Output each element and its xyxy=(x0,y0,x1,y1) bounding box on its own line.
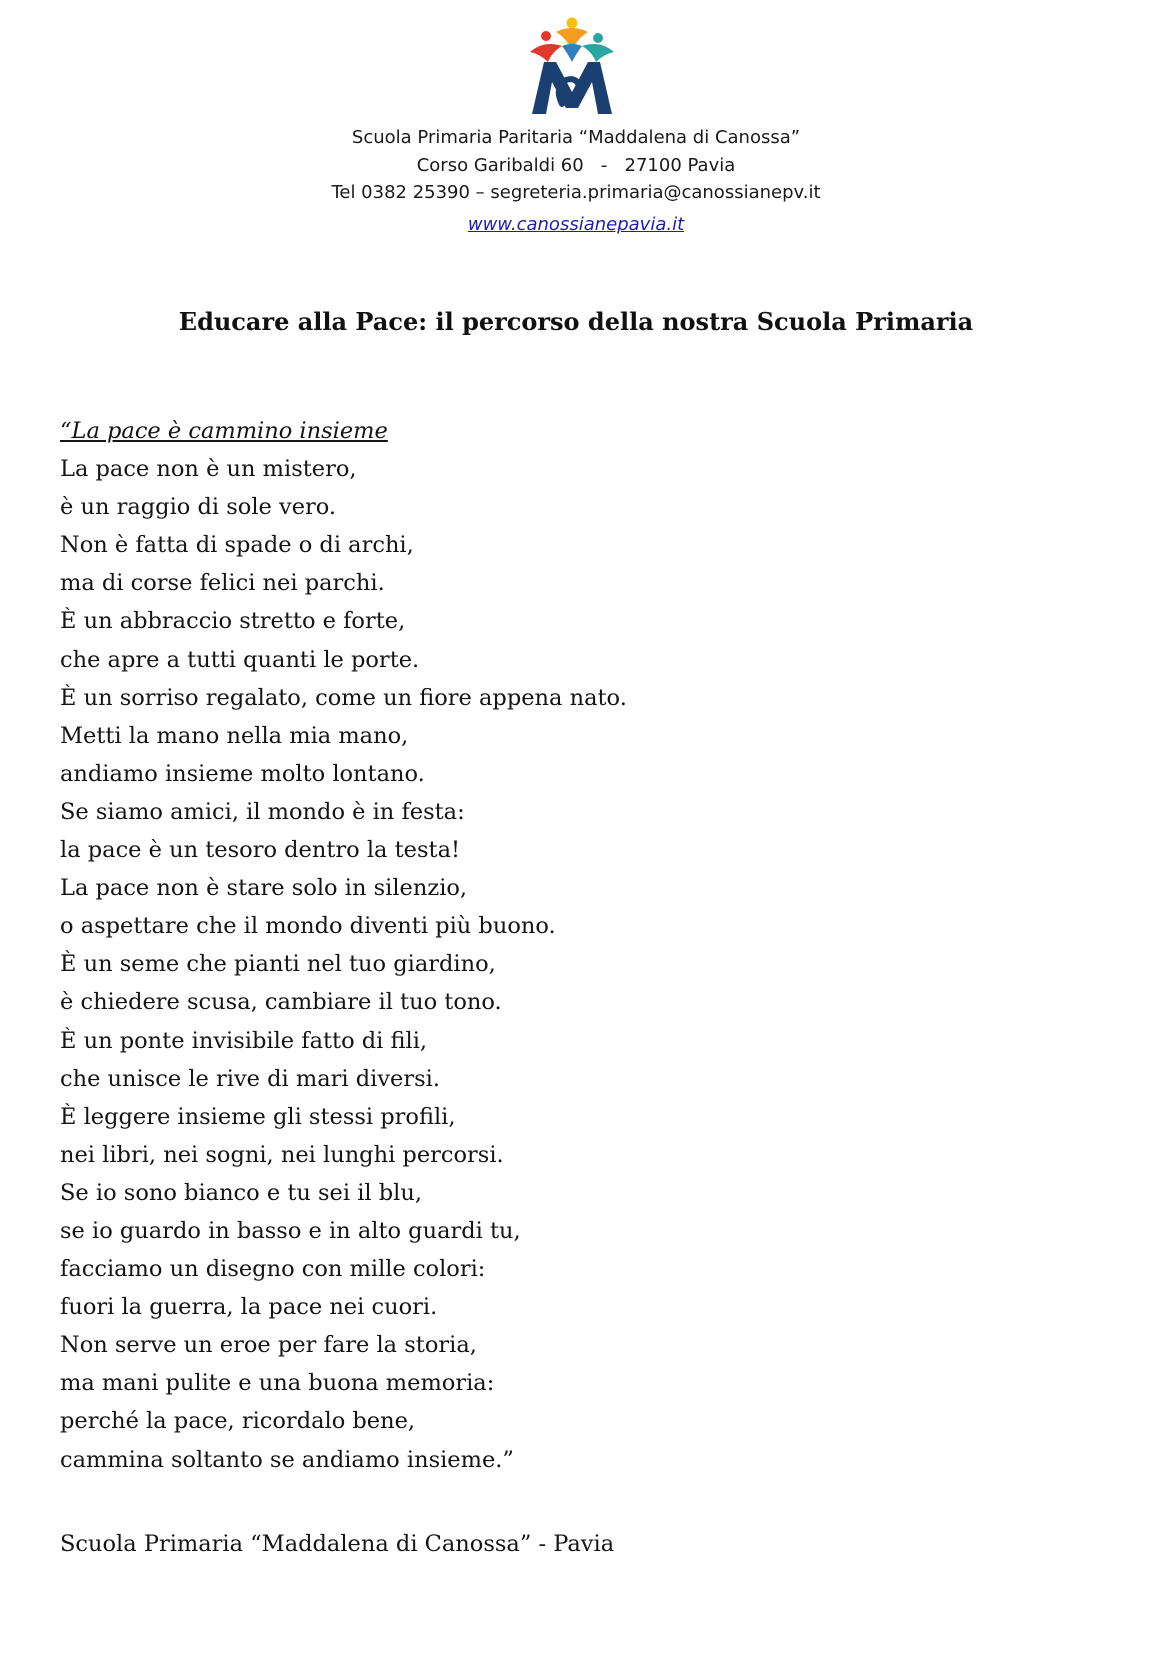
poem-line: È un abbraccio stretto e forte, xyxy=(60,608,406,635)
poem-title: “La pace è cammino insieme xyxy=(60,418,388,444)
poem-line: ma di corse felici nei parchi. xyxy=(60,570,385,597)
poem-line: La pace non è stare solo in silenzio, xyxy=(60,875,468,902)
poem-line: se io guardo in basso e in alto guardi tu, xyxy=(60,1217,521,1244)
poem-line: Non è fatta di spade o di archi, xyxy=(60,532,414,559)
poem-line: la pace è un tesoro dentro la testa! xyxy=(60,837,461,864)
school-name: Scuola Primaria Paritaria “Maddalena di Canossa” xyxy=(351,127,801,148)
poem-line: è chiedere scusa, cambiare il tuo tono. xyxy=(60,989,502,1016)
poem-line: è un raggio di sole vero. xyxy=(60,494,337,521)
poem-line: Se io sono bianco e tu sei il blu, xyxy=(60,1179,423,1206)
signature: Scuola Primaria “Maddalena di Canossa” - Pavia xyxy=(60,1531,615,1557)
poem-line: che unisce le rive di mari diversi. xyxy=(60,1065,441,1092)
poem-line: che apre a tutti quanti le porte. xyxy=(60,646,420,673)
poem-line: facciamo un disegno con mille colori: xyxy=(60,1256,486,1283)
poem-line: o aspettare che il mondo diventi più buono. xyxy=(60,913,556,940)
poem-line: È leggere insieme gli stessi profili, xyxy=(60,1103,456,1130)
school-address: Corso Garibaldi 60 - 27100 Pavia xyxy=(416,154,736,176)
page-title: Educare alla Pace: il percorso della nostra Scuola Primaria xyxy=(178,307,974,336)
poem xyxy=(60,412,1100,1479)
website-link[interactable]: www.canossianepavia.it xyxy=(467,213,685,235)
school-logo-icon xyxy=(526,16,618,120)
school-contacts: Tel 0382 25390 – segreteria.primaria@canossianepv.it xyxy=(331,182,821,203)
poem-line: perché la pace, ricordalo bene, xyxy=(60,1408,416,1435)
poem-line: Non serve un eroe per fare la storia, xyxy=(60,1332,477,1359)
poem-line: andiamo insieme molto lontano. xyxy=(60,760,425,787)
poem-line: nei libri, nei sogni, nei lunghi percorsi. xyxy=(60,1141,504,1168)
poem-line: È un ponte invisibile fatto di fili, xyxy=(60,1027,428,1054)
poem-line: È un sorriso regalato, come un fiore appena nato. xyxy=(60,684,627,711)
poem-line: fuori la guerra, la pace nei cuori. xyxy=(60,1294,438,1321)
poem-line: Metti la mano nella mia mano, xyxy=(60,722,409,749)
school-header xyxy=(0,124,1152,238)
poem-line: cammina soltanto se andiamo insieme.” xyxy=(60,1446,514,1473)
poem-line: La pace non è un mistero, xyxy=(60,456,357,483)
poem-line: Se siamo amici, il mondo è in festa: xyxy=(60,798,465,825)
poem-line: ma mani pulite e una buona memoria: xyxy=(60,1370,495,1397)
poem-line: È un seme che pianti nel tuo giardino, xyxy=(60,951,496,978)
